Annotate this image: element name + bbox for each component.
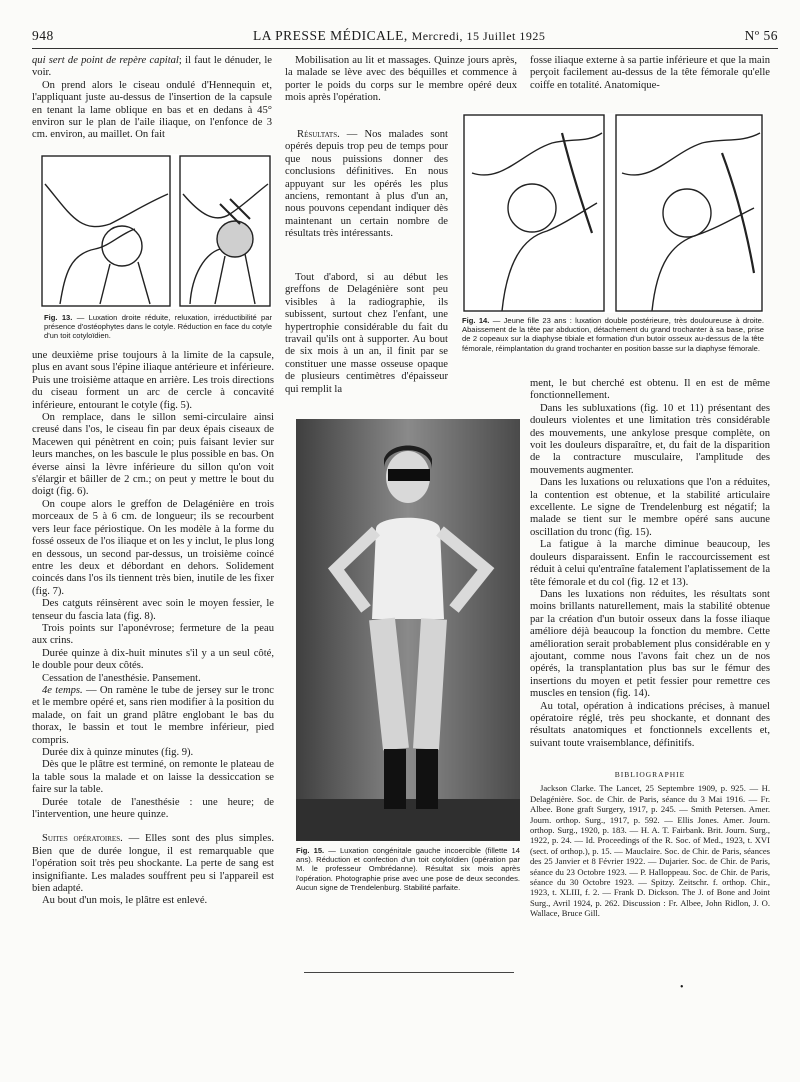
section-label: 4e temps. [42,684,83,696]
paragraph: Des catguts réinsèrent avec soin le moyen fessier, le tenseur du fascia lata (fig. 8). [32,598,274,622]
section-label: Résultats. [297,129,340,140]
page-mark: • [680,982,684,993]
paragraph: fosse iliaque externe à sa partie inférieure et que la main perçoit facilement au-dessus de la tête fémorale qu'elle coiffe en totalité. Anatomique- [530,55,770,91]
journal-title-line: LA PRESSE MÉDICALE, Mercredi, 15 Juillet 1925 [253,28,546,43]
paragraph: Dès que le plâtre est terminé, on remonte le plateau de la table sous la malade et on laisse la dessiccation se faire sur la table. [32,759,274,796]
page-header [32,28,778,49]
issue-number: Nº 56 [744,28,778,43]
paragraph: Durée totale de l'anesthésie : une heure; de l'intervention, une heure quinze. [32,796,274,821]
section-label: Suites opératoires. [42,833,123,845]
figure-13-diagrams [40,154,272,309]
col3-top-text [530,55,770,92]
resultats-text [285,129,448,395]
caption-text: — Luxation droite réduite, reluxation, irréductibilité par présence d'ostéophytes dans le cotyle. Réduction en face du cotyle d'un toit cotyloïdien. [44,313,272,341]
hip-diagram-fig13 [40,154,272,309]
col1-top-text [32,55,272,142]
paragraph: Trois points sur l'aponévrose; fermeture de la peau aux crins. [32,622,274,647]
footer-rule [304,972,514,973]
caption-label: Fig. 15. [296,846,325,855]
paragraph [32,55,272,80]
col3-body [530,378,770,750]
caption-label: Fig. 13. [44,313,73,322]
paragraph: Au total, opération à indications précises, à manuel opératoire réglé, très peu shockante, et donnant des résultats anatomiques et fonctionnels excellents et, suivant toute vraisemblance, définitifs. [530,700,770,749]
bibliography-heading: BIBLIOGRAPHIE [614,770,686,779]
paragraph: Au bout d'un mois, le plâtre est enlevé. [42,895,208,907]
paragraph: La fatigue à la marche diminue beaucoup, les douleurs disparaissent. Enfin le raccourcissement est réduit à celui qu'entraîne fatalement l'aplatissement de la tête fémorale et du col (fig. 12 et 13). [530,539,771,588]
paragraph [32,833,274,895]
paragraph: On prend alors le ciseau ondulé d'Hennequin et, l'appliquant juste au-dessus de l'insertion de la capsule en tenant la lame oblique en bas et en dedans à 45° environ sur le plan de l'aile iliaque, on l'enfonce de 3 cm. environ, au maillet. On fait [32,79,272,141]
col1-body [32,350,274,908]
paragraph: Cessation de l'anesthésie. Pansement. [42,672,201,684]
italic-phrase: qui sert de point de repère capital [32,55,179,66]
paragraph: Dans les subluxations (fig. 10 et 11) présentant des douleurs violentes et une limitation très considérable des mouvements, une ankylose presque complète, on voit les douleurs disparaître, et, du fait de la disparition de la contracture musculaire, l'amplitude des mouvements augmenter. [530,402,770,476]
text-span: ; il faut le dénuder, le voir. [32,55,272,79]
bibliography-text: Jackson Clarke. The Lancet, 25 Septembre 1909, p. 925. — H. Delagénière. Soc. de Chir. de Paris, séance du 3 Mai 1916. — Fr. Albee. Bone graft Surgery, 1917, p. 245. — Smith Petersen. Amer. Journ. orthop. Surg., 1917, p. 592. — Ellis Jones. Amer. Journ. orthop. Surg., 1920, p. 183. — H. A. T. Fairbank. Brit. Journ. Surg., 1922, p. 24. — Id. Proceedings of the R. Soc. of Med., 1923, t. XVI (sect. of orthop.), p. 15. — Mauclaire. Soc. de Chir. de Paris, séances des 25 Janvier et 8 Février 1922. — Dujarier. Soc. de Chir. de Paris, séance du 23 Octobre 1923. — P. Halloppeau. Soc. de Chir. de Paris, séance du 30 Octobre 1923. — Spitzy. Zeitschr. f. orthop. Chir., 1923, t. XLIII, f. 2. — Frank D. Dickson. The J. of Bone and Joint Surg., Avril 1924, p. 262. Discussion : Fr. Albee, John Ridlon, J. O. Wallace, Bruce Gill. [530,783,770,919]
hip-diagram-fig14 [462,113,764,313]
paragraph: On remplace, dans le sillon semi-circulaire ainsi creusé dans l'os, le ciseau fin par deux épais ciseaux de Macewen qui pénètrent en coin; puis faisant levier sur leurs manches, on les bascule le plus possible en bas. On éverse ainsi la lèvre inférieure du sillon qu'on voit s'élargir et bâiller de 2 cm.; on peut y mettre le bout du doigt (fig. 6). [32,412,274,498]
issue-date: Mercredi, 15 Juillet 1925 [411,29,546,43]
journal-title: LA PRESSE MÉDICALE [253,28,404,43]
figure-15-photograph [296,419,520,841]
page-number: 948 [32,28,54,43]
paragraph: Tout d'abord, si au début les greffons de Delagénière sont peu visibles à la radiographie, ils subissent, surtout chez l'enfant, une hypertrophie considérable du fait du travail qu'ils ont à supporter. Au bout de six mois à un an, il finit par se constituer une masse osseuse opaque de plusieurs centimètres d'épaisseur qui remplit la [285,272,448,395]
col2-top-text [285,55,517,105]
patient-photo [296,419,520,841]
caption-label: Fig. 14. [462,316,490,325]
paragraph [32,685,274,747]
paragraph: Dans les luxations non réduites, les résultats sont moins brillants naturellement, mais la stabilité obtenue par la création d'un butoir osseux dans la fosse iliaque améliore déjà beaucoup la fonction du membre. Cette amélioration serait probablement plus considérable en y ajoutant, comme nous l'avons fait chez un de nos opérés, la transplantation plus bas sur le fémur des insertions du moyen et petit fessier pour remettre ces muscles en tension (fig. 14). [530,588,770,700]
text-span: — On ramène le tube de jersey sur le tronc et le membre opéré et, sans rien modifier à la position du malade, on fait un grand plâtre englobant le bas du thorax, le bassin et tout le membre inférieur, pied compris. [32,684,274,746]
paragraph: Dans les luxations ou reluxations que l'on a réduites, la contention est obtenue, et la stabilité articulaire excellente. Le signe de Trendelenburg est négatif; la malade se tient sur le membre opéré sans aucune oscillation du tronc (fig. 15). [530,477,770,538]
paragraph: Durée dix à quinze minutes (fig. 9). [42,747,194,758]
paragraph: On coupe alors le greffon de Delagénière en trois morceaux de 5 à 6 cm. de longueur; ils se recourbent vers leur face périostique. On les modèle à la forme du fossé osseux de l'os iliaque et on les y inclut, le plus long en dessous, un second par-dessus, un troisième coincé entre les deux et débordant en dehors. Solidement coincés dans l'os ils tiennent très bien, inutile de les fixer (fig. 7). [32,498,274,597]
figure-15-caption [296,846,520,892]
paragraph: Mobilisation au lit et massages. Quinze jours après, la malade se lève avec des béquilles et commence à porter le poids du corps sur le membre opéré deux mois après l'opération. [285,55,517,104]
paragraph [285,129,448,241]
bibliography [530,770,770,920]
figure-13-caption [44,313,272,341]
figure-14-caption [462,316,764,353]
paragraph: une deuxième prise toujours à la limite de la capsule, plus en avant sous l'épine iliaque antérieure et inférieure. Puis une troisième attaque en arrière. Les trois directions du ciseau forment un arc de cercle à concavité inférieure, entourant le cotyle (fig. 5). [32,350,274,411]
caption-text: — Luxation congénitale gauche incoercible (fillette 14 ans). Réduction et confection d'un toit cotyloïdien (opération par M. le professeur Ombrédanne). Résultat six mois après l'opération. Photographie prise avec une pose de deux secondes. Aucun signe de Trendelenburg. Stabilité parfaite. [296,846,520,892]
figure-14-diagrams [462,113,764,313]
paragraph: Durée quinze à dix-huit minutes s'il y a un seul côté, le double pour deux côtés. [32,647,274,672]
paragraph: ment, le but cherché est obtenu. Il en est de même fonctionnellement. [530,378,770,402]
text-span: — Elles sont des plus simples. Bien que de durée longue, il est remarquable que l'opération soit très peu shockante. La perte de sang est insignifiante. Les malades souffrent peu si l'appareil est bien adapté. [32,833,274,895]
text-span: — Nos malades sont opérés depuis trop peu de temps pour que nous puissions donner des conclusions définitives. En nous appuyant sur les opérés les plus anciens, remontant à plus d'un an, nous pouvons cependant indiquer dès maintenant un certain nombre de résultats très intéressants. [285,129,448,240]
caption-text: — Jeune fille 23 ans : luxation double postérieure, très douloureuse à droite. Abaissement de la tête par abduction, détachement du grand trochanter à sa base, prise de 2 copeaux sur la diaphyse tibiale et formation d'un butoir osseux au-dessus de la tête fémorale, réimplantation du grand trochanter en position basse sur la diaphyse fémorale. [462,316,764,353]
